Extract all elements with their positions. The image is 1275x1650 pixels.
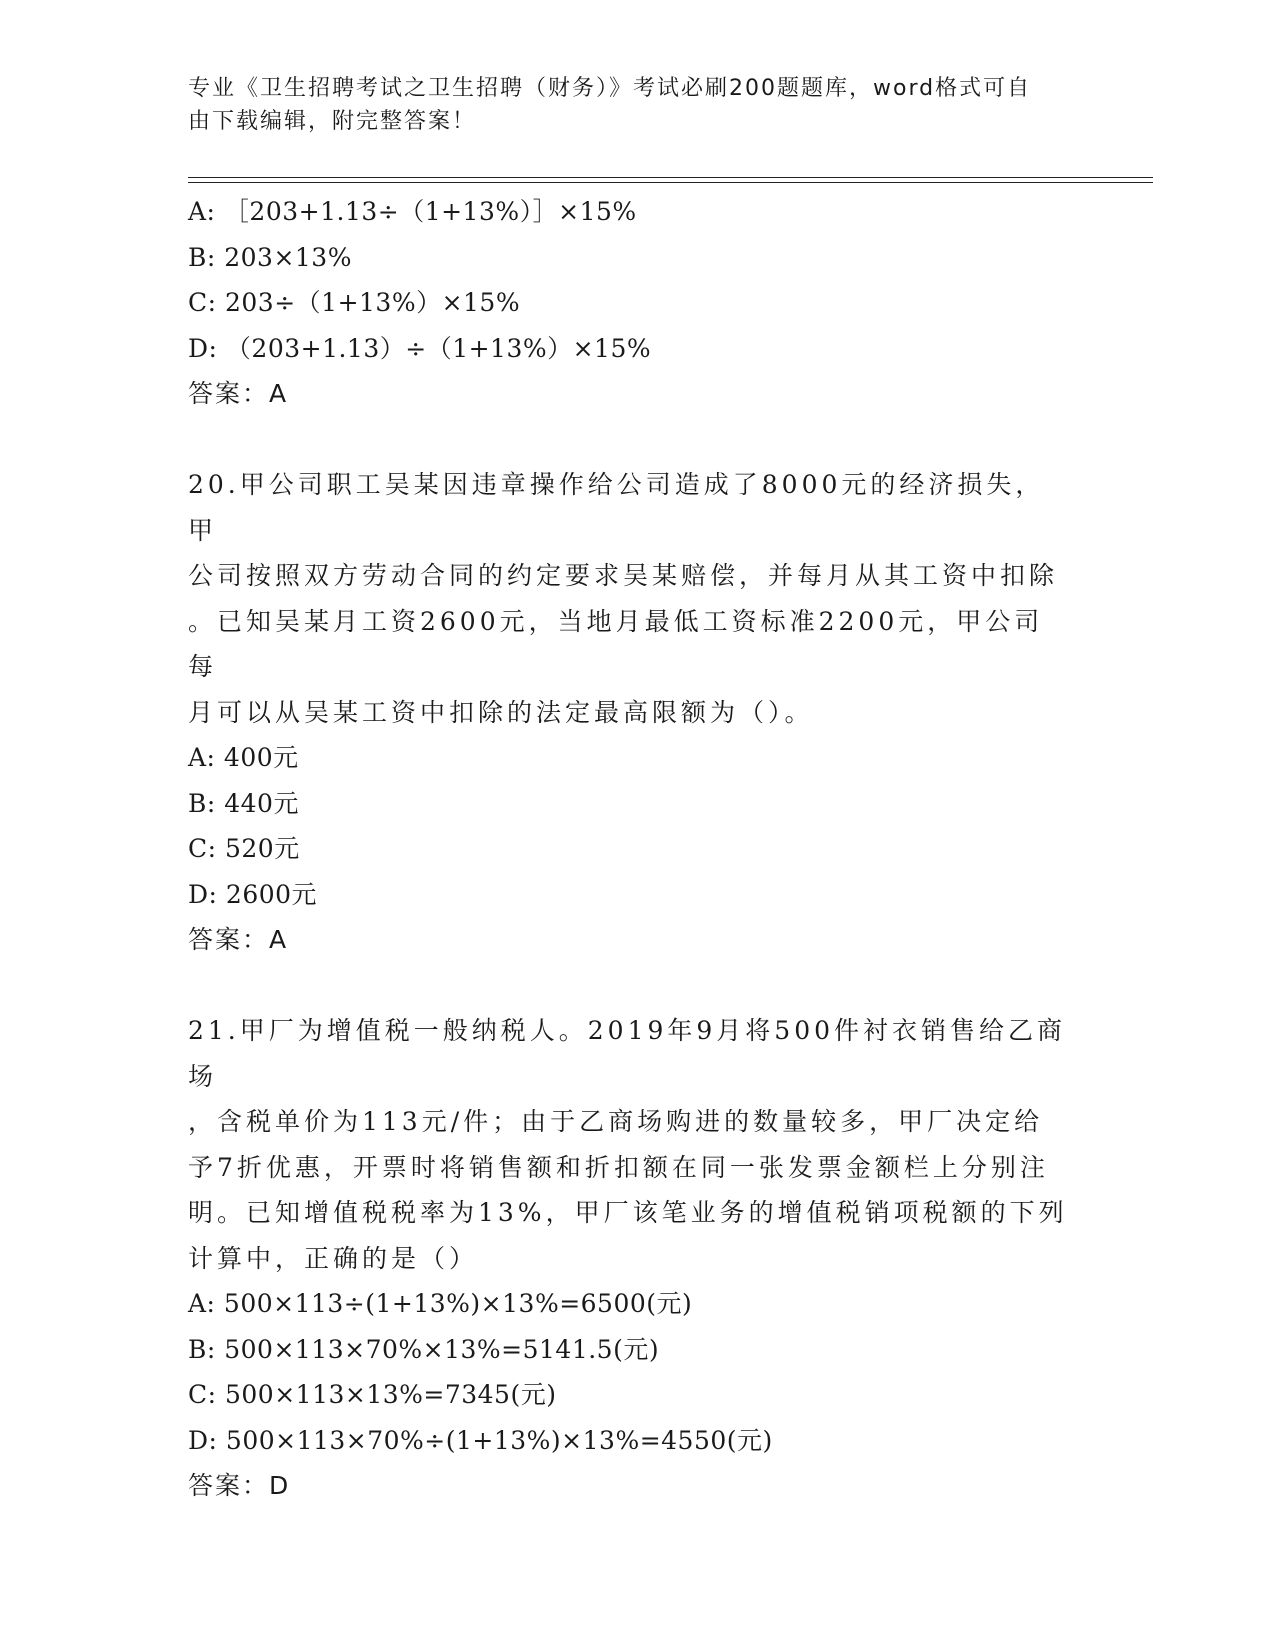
stem-line: 予7折优惠，开票时将销售额和折扣额在同一张发票金额栏上分别注 — [188, 1152, 1049, 1182]
question-21 — [188, 1008, 1088, 1509]
option-c: C: 520元 — [188, 834, 300, 863]
option-d: D: 500×113×70%÷(1+13%)×13%=4550(元) — [188, 1425, 773, 1455]
header-title-line-2: 由下载编辑，附完整答案！ — [188, 109, 477, 134]
option-a: A: 500×113÷(1+13%)×13%=6500(元) — [188, 1289, 693, 1318]
answer-line: 答案：D — [188, 1471, 291, 1500]
option-c: C: 500×113×13%=7345(元) — [188, 1380, 557, 1409]
document-header — [188, 72, 1068, 138]
header-divider-top — [188, 177, 1153, 178]
option-c: C: 203÷（1+13%）×15% — [188, 288, 521, 317]
stem-line: 21.甲厂为增值税一般纳税人。2019年9月将500件衬衣销售给乙商场 — [188, 1016, 1067, 1091]
stem-line: 计算中，正确的是（） — [188, 1243, 479, 1273]
answer-line: 答案：A — [188, 379, 289, 408]
answer-line: 答案：A — [188, 925, 289, 954]
option-d: D: （203+1.13）÷（1+13%）×15% — [188, 333, 652, 363]
question-20 — [188, 462, 1088, 963]
stem-line: 。已知吴某月工资2600元，当地月最低工资标准2200元，甲公司每 — [188, 606, 1044, 681]
header-divider-bottom — [188, 182, 1153, 183]
option-a: A: 400元 — [188, 743, 299, 772]
option-a: A: ［203+1.13÷（1+13%）］×15% — [188, 197, 637, 226]
question-stem — [188, 462, 1068, 735]
spacer — [188, 963, 1088, 1009]
header-title-line-1: 专业《卫生招聘考试之卫生招聘（财务）》考试必刷200题题库，word格式可自 — [188, 76, 1032, 101]
stem-line: 公司按照双方劳动合同的约定要求吴某赔偿，并每月从其工资中扣除 — [188, 561, 1059, 590]
stem-line: ，含税单价为113元/件；由于乙商场购进的数量较多，甲厂决定给 — [188, 1107, 1044, 1136]
option-d: D: 2600元 — [188, 879, 318, 909]
option-b: B: 500×113×70%×13%=5141.5(元) — [188, 1334, 660, 1364]
option-b: B: 440元 — [188, 788, 299, 818]
question-stem — [188, 1008, 1068, 1281]
option-b: B: 203×13% — [188, 242, 352, 272]
question-list — [188, 189, 1088, 1509]
stem-line: 明。已知增值税税率为13%，甲厂该笔业务的增值税销项税额的下列 — [188, 1198, 1068, 1227]
question-19 — [188, 189, 1088, 417]
spacer — [188, 417, 1088, 463]
stem-line: 20.甲公司职工吴某因违章操作给公司造成了8000元的经济损失，甲 — [188, 470, 1045, 545]
stem-line: 月可以从吴某工资中扣除的法定最高限额为（）。 — [188, 697, 814, 727]
